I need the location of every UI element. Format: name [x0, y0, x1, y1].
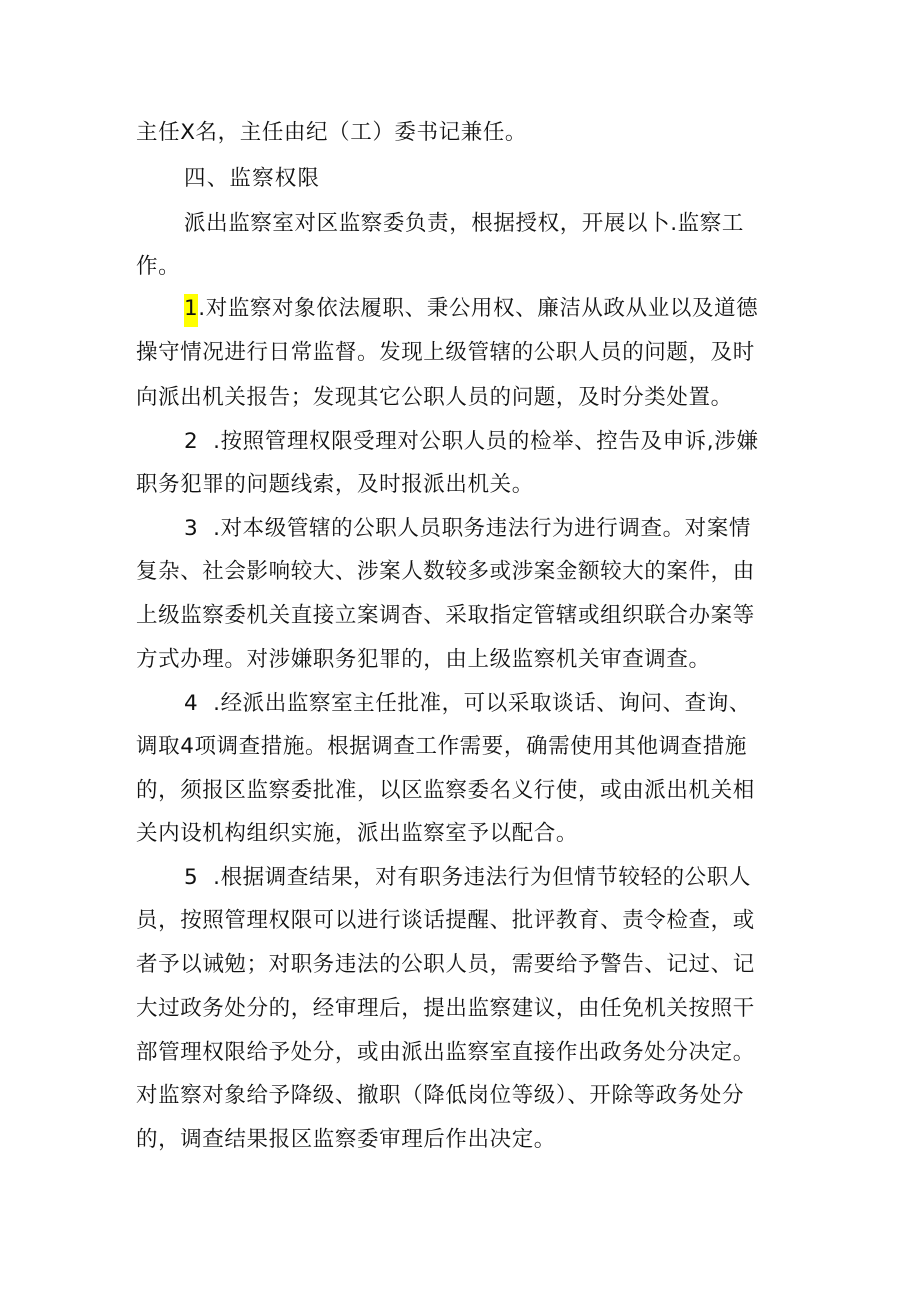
line-text: 的，须报区监察委批准，以区监察委名义行使，或由派出机关相 — [136, 778, 755, 803]
list-item-4-line — [184, 684, 920, 724]
text-line — [136, 333, 920, 373]
list-item-1-line — [184, 289, 920, 329]
text-line — [136, 771, 920, 811]
line-text: 的，调查结果报区监察委审理后作出决定。 — [136, 1127, 556, 1152]
text-line — [136, 727, 920, 767]
text-line — [136, 640, 920, 680]
line-text: 主任X名，主任由纪（工）委书记兼任。 — [136, 120, 528, 145]
text-line — [184, 204, 920, 244]
line-text: 大过政务处分的，经审理后，提出监察建议，由任免机关按照干 — [136, 996, 755, 1021]
text-line — [136, 989, 920, 1029]
line-text: 5 .根据调查结果，对有职务违法行为但情节较轻的公职人 — [184, 865, 751, 890]
line-text: 2 .按照管理权限受理对公职人员的检举、控告及申诉,涉嫌 — [184, 429, 759, 454]
text-line — [136, 465, 920, 505]
line-text: 职务犯罪的问题线索，及时报派出机关。 — [136, 472, 534, 497]
text-line — [136, 247, 920, 287]
line-text: .对监察对象依法履职、秉公用权、廉洁从政从业以及道德 — [198, 296, 759, 321]
text-line — [136, 378, 920, 418]
list-item-3-line — [184, 509, 920, 549]
text-line — [136, 1033, 920, 1073]
line-text: 对监察对象给予降级、撤职（降低岗位等级）、开除等政务处分 — [136, 1083, 745, 1108]
line-text: 四、监察权限 — [184, 166, 321, 191]
line-text: 4 .经派出监察室主任批准，可以采取谈话、询问、查询、 — [184, 691, 751, 716]
line-text: 向派出机关报告；发现其它公职人员的问题，及时分类处置。 — [136, 385, 733, 410]
text-line — [136, 1076, 920, 1116]
highlighted-item-number: 1 — [184, 294, 198, 327]
line-text: 派出监察室对区监察委负责，根据授权，开展以卜.监察工 — [184, 211, 744, 236]
line-text: 方式办理。对涉嫌职务犯罪的，由上级监察机关审查调查。 — [136, 647, 711, 672]
section-heading — [184, 159, 920, 199]
line-text: 调取4项调查措施。根据调查工作需要，确需使用其他调查措施 — [136, 734, 747, 759]
text-line — [136, 596, 920, 636]
text-line — [136, 552, 920, 592]
list-item-2-line — [184, 422, 920, 462]
line-text: 作。 — [136, 254, 181, 279]
line-text: 者予以诫勉；对职务违法的公职人员，需要给予警告、记过、记 — [136, 952, 755, 977]
line-text: 3 .对本级管辖的公职人员职务违法行为进行调查。对案情 — [184, 516, 751, 541]
line-text: 上级监察委机关直接立案调杳、采取指定管辖或组织联合办案等 — [136, 603, 755, 628]
line-text: 关内设机构组织实施，派出监察室予以配合。 — [136, 821, 579, 846]
line-text: 操守情况进行日常监督。发现上级管辖的公职人员的问题，及时 — [136, 340, 755, 365]
text-line — [136, 814, 920, 854]
text-line — [136, 901, 920, 941]
line-text: 部管理权限给予处分，或由派出监察室直接作出政务处分决定。 — [136, 1040, 755, 1065]
text-line — [136, 945, 920, 985]
line-text: 复杂、社会影响较大、涉案人数较多或涉案金额较大的案件，由 — [136, 559, 755, 584]
text-line — [136, 113, 920, 153]
line-text: 员，按照管理权限可以进行谈话提醒、批评教育、责令检查，或 — [136, 908, 755, 933]
list-item-5-line — [184, 858, 920, 898]
text-line — [136, 1120, 920, 1160]
